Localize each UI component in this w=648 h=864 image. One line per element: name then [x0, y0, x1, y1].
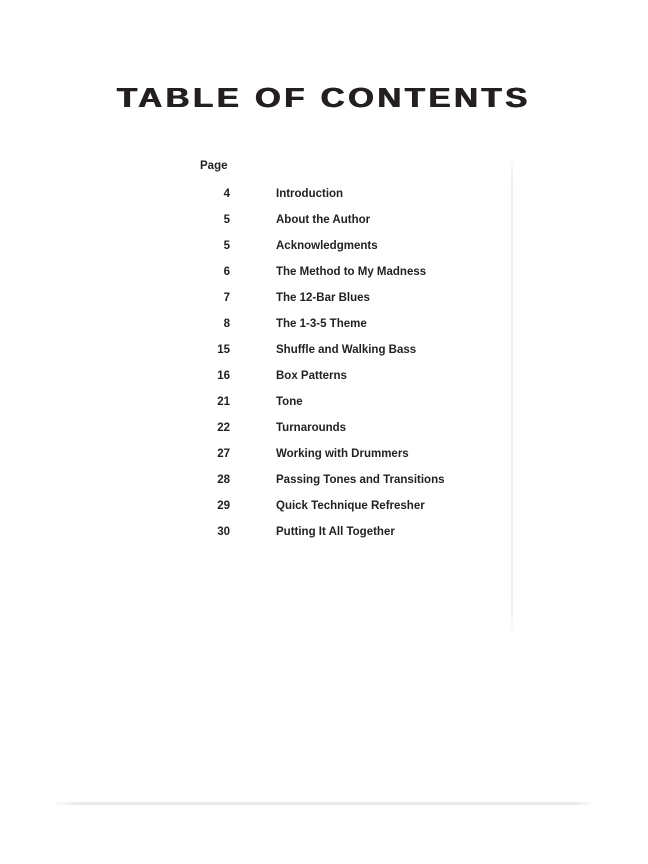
toc-page-number: 28 [217, 474, 230, 486]
toc-page-number: 30 [217, 526, 230, 538]
toc-entry-title: Shuffle and Walking Bass [276, 344, 417, 356]
page-column-label: Page [200, 160, 228, 172]
toc-row [0, 259, 520, 285]
toc-entry-title: The 12-Bar Blues [276, 292, 370, 304]
toc-entry-title: Introduction [276, 188, 344, 200]
toc-row [0, 441, 520, 467]
toc-row [0, 337, 520, 363]
toc-page-number: 5 [223, 214, 230, 226]
toc-row [0, 181, 520, 207]
toc-row [0, 311, 520, 337]
toc-entry-title: Putting It All Together [276, 526, 395, 538]
toc-page-number: 16 [217, 370, 230, 382]
toc-row [0, 467, 520, 493]
toc-list [0, 181, 520, 545]
toc-page-number: 7 [223, 292, 230, 304]
toc-entry-title: Tone [276, 396, 303, 408]
toc-row [0, 519, 520, 545]
toc-page-number: 5 [223, 240, 230, 252]
toc-entry-title: Box Patterns [276, 370, 347, 382]
toc-entry-title: About the Author [276, 214, 371, 226]
toc-entry-title: Passing Tones and Transitions [276, 474, 445, 486]
toc-row [0, 389, 520, 415]
toc-page-number: 22 [217, 422, 230, 434]
page-edge-divider-bottom [52, 802, 595, 805]
toc-row [0, 207, 520, 233]
toc-entry-title: The Method to My Madness [276, 266, 427, 278]
toc-row [0, 233, 520, 259]
toc-entry-title: The 1-3-5 Theme [276, 318, 367, 330]
toc-page-number: 15 [217, 344, 230, 356]
toc-row [0, 285, 520, 311]
toc-row [0, 363, 520, 389]
toc-row [0, 493, 520, 519]
toc-entry-title: Acknowledgments [276, 240, 378, 252]
toc-entry-title: Quick Technique Refresher [276, 500, 425, 512]
toc-page-number: 4 [223, 188, 230, 200]
toc-page-number: 27 [217, 448, 230, 460]
toc-entry-title: Turnarounds [276, 422, 347, 434]
page-title: TABLE OF CONTENTS [117, 82, 531, 113]
page-edge-divider-vertical [511, 160, 513, 644]
toc-row [0, 415, 520, 441]
toc-page-number: 6 [223, 266, 230, 278]
toc-page-number: 8 [223, 318, 230, 330]
toc-page-number: 21 [217, 396, 230, 408]
toc-entry-title: Working with Drummers [276, 448, 409, 460]
toc-page-number: 29 [217, 500, 230, 512]
